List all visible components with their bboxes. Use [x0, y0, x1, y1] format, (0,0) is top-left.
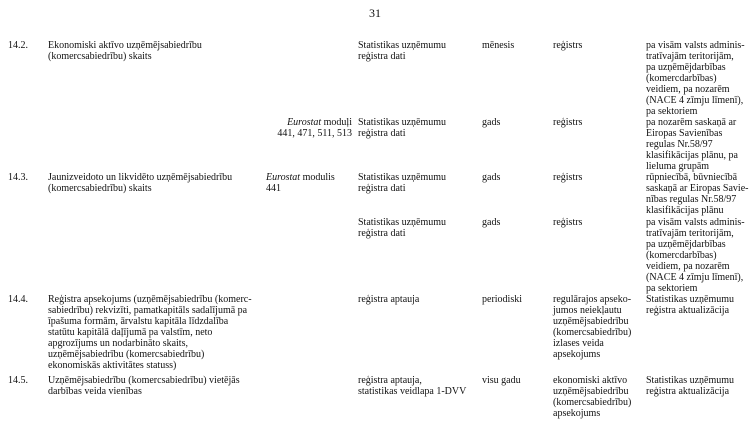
method: regulārajos apseko- jumos neiekļautu uzņēmējsabiedrību (komercsabiedrību) izlases veida apsekojums [553, 294, 632, 360]
eurostat-module [266, 117, 352, 139]
breakdown: rūpniecībā, būvniecībā saskaņā ar Eiropas Savie- nības regulas Nr.58/97 klasifikācijas plānu [646, 172, 749, 216]
page-number: 31 [369, 6, 381, 20]
indicator-name: Uzņēmējsabiedrību (komercsabiedrību) vietējās darbības veida vienības [48, 375, 240, 397]
breakdown: pa nozarēm saskaņā ar Eiropas Savienības regulas Nr.58/97 klasifikācijas plānu, pa lieluma grupām [646, 117, 738, 172]
frequency: gads [482, 117, 501, 128]
frequency: mēnesis [482, 40, 515, 51]
data-source: reģistra aptauja, statistikas veidlapa 1-DVV [358, 375, 467, 397]
indicator-name: Reģistra apsekojums (uzņēmējsabiedrību (komerc- sabiedrību) rekvizīti, pamatkapitāls sadalījumā pa īpašuma formām, ārvalstu kapitāla līdzdalība statūtu kapitālā daļījumā pa valstīm, neto apgrozījums un nodarbināto skaits, uzņēmējsabiedrību (komercsabiedrību) ekonomiskās aktivitātes statuss) [48, 294, 252, 371]
row-number: 14.4. [8, 294, 28, 305]
eurostat-module-text: moduļi 441, 471, 511, 513 [277, 117, 352, 139]
frequency: gads [482, 172, 501, 183]
row-number: 14.5. [8, 375, 28, 386]
breakdown: pa visām valsts adminis- tratīvajām teritorijām, pa uzņēmējdarbības (komercdarbības) veidiem, pa nozarēm (NACE 4 zīmju līmenī), pa sektoriem [646, 40, 745, 117]
eurostat-module-text: modulis 441 [266, 172, 335, 194]
data-source: Statistikas uzņēmumu reģistra dati [358, 117, 447, 139]
method: ekonomiski aktīvo uzņēmējsabiedrību (komercsabiedrību) apsekojums [553, 375, 632, 419]
row-number: 14.2. [8, 40, 28, 51]
indicator-name: Jaunizveidoto un likvidēto uzņēmējsabiedrību (komercsabiedrību) skaits [48, 172, 233, 194]
row-number: 14.3. [8, 172, 28, 183]
frequency: gads [482, 217, 501, 228]
method: reģistrs [553, 172, 583, 183]
data-source: Statistikas uzņēmumu reģistra dati [358, 217, 447, 239]
eurostat-module [266, 172, 356, 194]
data-source: reģistra aptauja [358, 294, 420, 305]
data-source: Statistikas uzņēmumu reģistra dati [358, 40, 447, 62]
frequency: visu gadu [482, 375, 521, 386]
breakdown: Statistikas uzņēmumu reģistra aktualizācija [646, 294, 735, 316]
eurostat-prefix: Eurostat [266, 172, 301, 183]
eurostat-prefix: Eurostat [287, 117, 322, 128]
method: reģistrs [553, 117, 583, 128]
method: reģistrs [553, 40, 583, 51]
method: reģistrs [553, 217, 583, 228]
frequency: periodiski [482, 294, 522, 305]
breakdown: pa visām valsts adminis- tratīvajām teritorijām, pa uzņēmējdarbības (komercdarbības) veidiem, pa nozarēm (NACE 4 zīmju līmenī), pa sektoriem [646, 217, 745, 294]
breakdown: Statistikas uzņēmumu reģistra aktualizācija [646, 375, 735, 397]
data-source: Statistikas uzņēmumu reģistra dati [358, 172, 447, 194]
indicator-name: Ekonomiski aktīvo uzņēmējsabiedrību (komercsabiedrību) skaits [48, 40, 202, 62]
